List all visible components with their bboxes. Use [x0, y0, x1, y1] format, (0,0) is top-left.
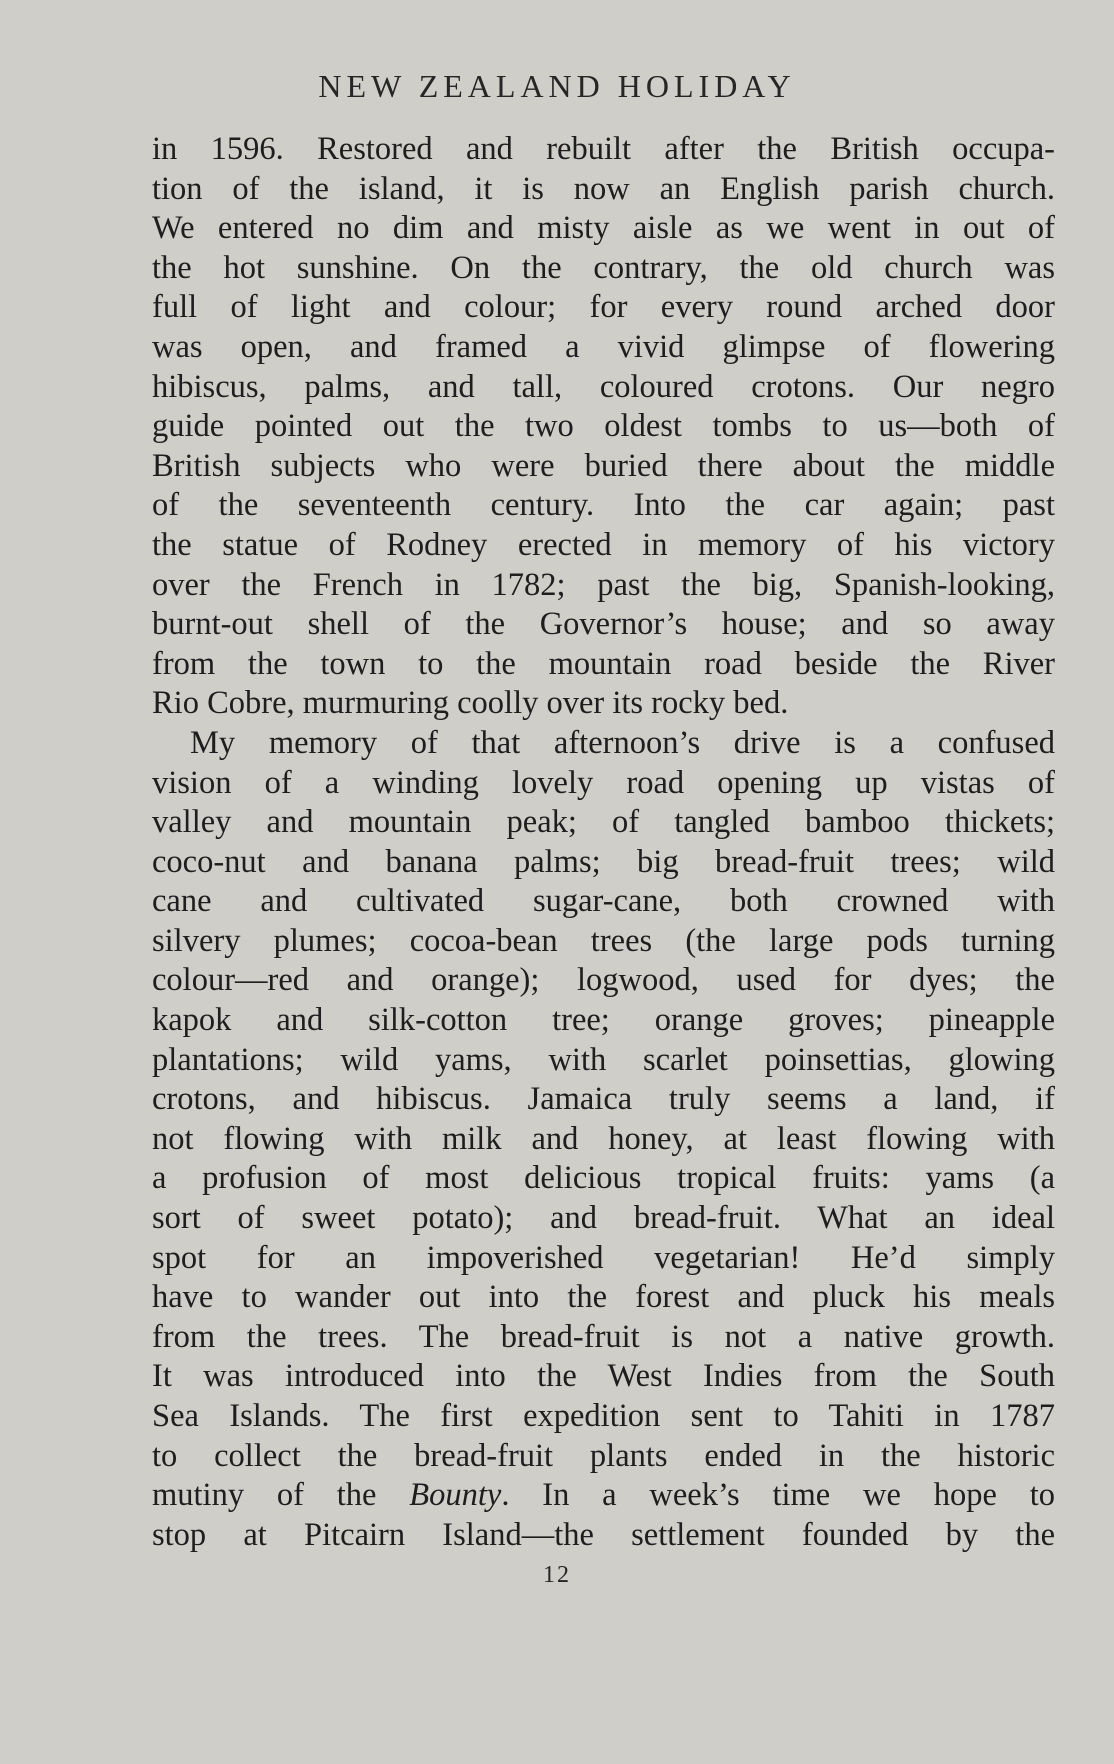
text-line: in 1596. Restored and rebuilt after the British occupa- — [152, 131, 1055, 167]
text-line: My memory of that afternoon’s drive is a confused — [190, 724, 1055, 761]
text-line: crotons, and hibiscus. Jamaica truly seems a land, if — [152, 1081, 1055, 1118]
text-line: silvery plumes; cocoa-bean trees (the large pods turning — [152, 922, 1055, 959]
text-line: kapok and silk-cotton tree; orange groves; pineapple — [152, 1002, 1055, 1039]
text-line: Rio Cobre, murmuring coolly over its rocky bed. — [152, 685, 789, 722]
page-number: 12 — [543, 1562, 571, 1588]
text-line-bounty — [152, 1476, 1055, 1516]
text-line: the statue of Rodney erected in memory of his victory — [152, 526, 1055, 563]
text-fragment: mutiny of the — [152, 1477, 410, 1514]
text-line: valley and mountain peak; of tangled bamboo thickets; — [152, 804, 1055, 841]
text-line: a profusion of most delicious tropical fruits: yams (a — [152, 1160, 1055, 1197]
text-line: over the French in 1782; past the big, Spanish-looking, — [152, 566, 1055, 603]
text-line: Sea Islands. The first expedition sent to Tahiti in 1787 — [152, 1398, 1055, 1434]
text-line: not flowing with milk and honey, at least flowing with — [152, 1120, 1055, 1157]
text-line: coco-nut and banana palms; big bread-fruit trees; wild — [152, 843, 1055, 880]
text-line: hibiscus, palms, and tall, coloured crotons. Our negro — [152, 368, 1055, 405]
body-text — [152, 130, 1055, 1555]
text-line: burnt-out shell of the Governor’s house; and so away — [152, 606, 1055, 643]
text-line: colour—red and orange); logwood, used for dyes; the — [152, 962, 1055, 999]
text-line: plantations; wild yams, with scarlet poinsettias, glowing — [152, 1041, 1055, 1078]
text-line: stop at Pitcairn Island—the settlement founded by the — [152, 1516, 1055, 1553]
text-line: vision of a winding lovely road opening up vistas of — [152, 764, 1055, 801]
text-line: full of light and colour; for every round arched door — [152, 289, 1055, 326]
text-line: to collect the bread-fruit plants ended in the historic — [152, 1437, 1055, 1474]
text-line: the hot sunshine. On the contrary, the old church was — [152, 249, 1055, 286]
text-line: sort of sweet potato); and bread-fruit. What an ideal — [152, 1200, 1055, 1237]
text-line: It was introduced into the West Indies from the South — [152, 1358, 1055, 1395]
text-line: was open, and framed a vivid glimpse of flowering — [152, 328, 1055, 365]
text-line: spot for an impoverished vegetarian! He’d simply — [152, 1239, 1055, 1276]
text-fragment: . In a week’s time we hope to — [501, 1477, 1055, 1514]
text-line: We entered no dim and misty aisle as we went in out of — [152, 210, 1055, 247]
text-line: British subjects who were buried there about the middle — [152, 447, 1055, 484]
text-line: from the town to the mountain road beside the River — [152, 645, 1055, 682]
text-line: cane and cultivated sugar-cane, both crowned with — [152, 883, 1055, 920]
text-line: guide pointed out the two oldest tombs to us—both of — [152, 408, 1055, 445]
text-line: tion of the island, it is now an English parish church. — [152, 170, 1055, 207]
ship-name-italic: Bounty — [409, 1477, 502, 1514]
text-line: from the trees. The bread-fruit is not a native growth. — [152, 1318, 1055, 1355]
running-head: NEW ZEALAND HOLIDAY — [318, 68, 796, 104]
text-line: of the seventeenth century. Into the car again; past — [152, 487, 1055, 524]
text-line: have to wander out into the forest and pluck his meals — [152, 1279, 1055, 1316]
